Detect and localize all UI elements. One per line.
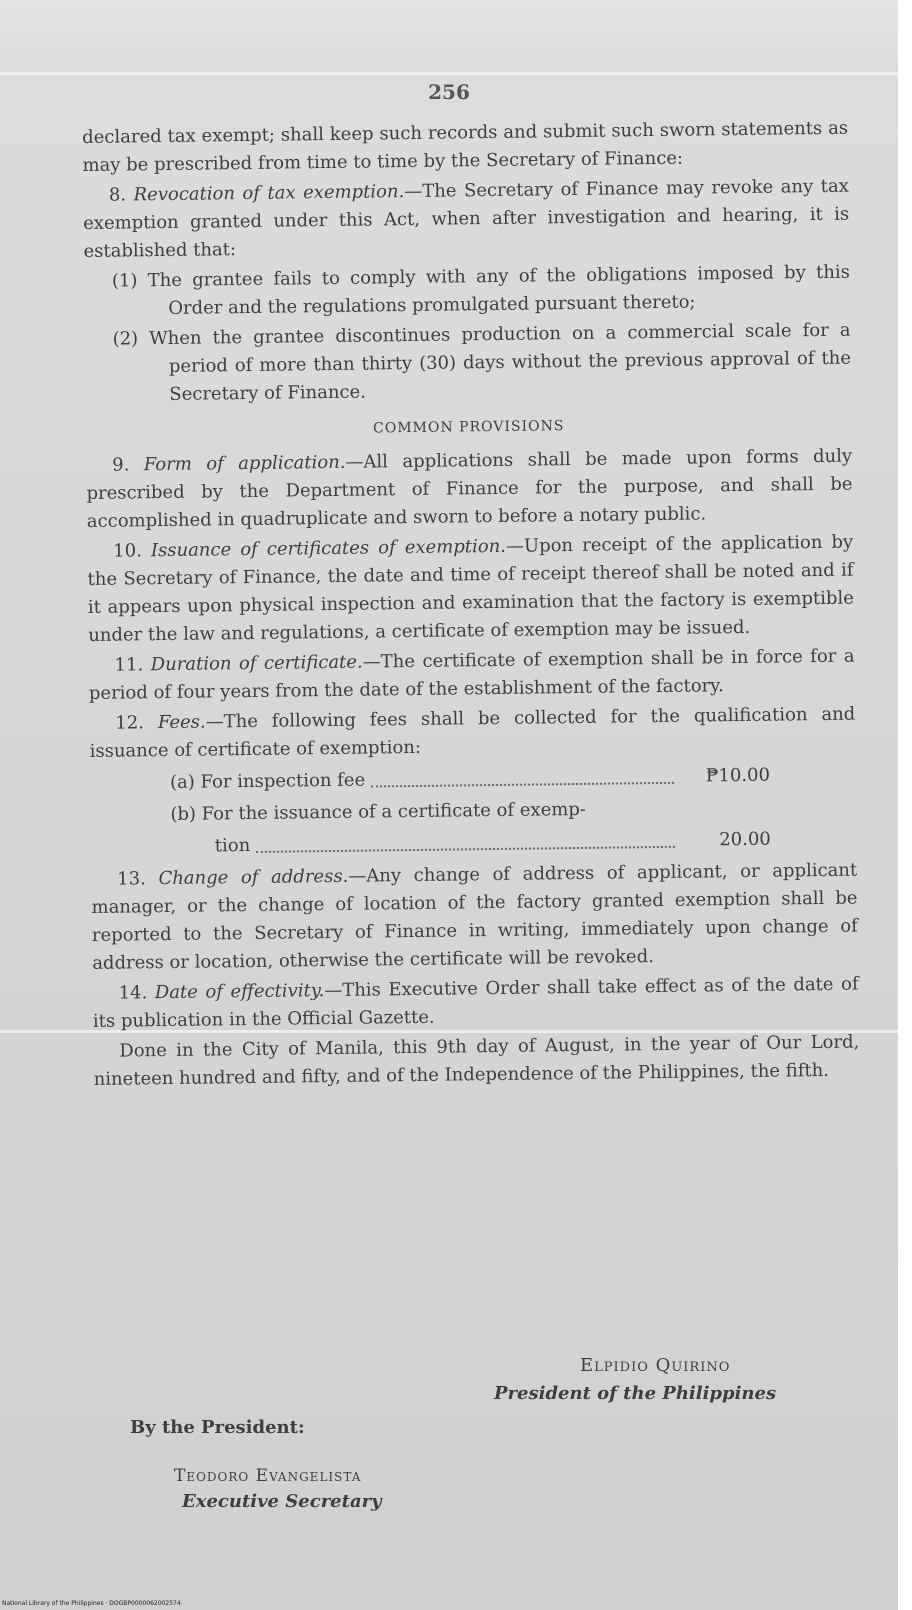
president-title: President of the Philippines (494, 1383, 777, 1404)
section-heading: Duration of certificate. (150, 651, 363, 676)
section-body: —The following fees shall be collected for the qualification and issuance of certificate of exemption: (89, 703, 856, 762)
continuation-paragraph: declared tax exempt; shall keep such records and submit such sworn statements as may be prescribed from time to time by the Secretary of Finance: (82, 117, 849, 176)
section-number: 8. (108, 184, 127, 206)
done-paragraph: Done in the City of Manila, this 9th day of August, in the year of Our Lord, nineteen hundred and fifty, and of the Independence of the Philippines, the fifth. (93, 1031, 860, 1090)
section-heading: Form of application. (143, 451, 346, 476)
section-heading: Revocation of tax exemption. (133, 181, 405, 206)
section-8-item-1: (1) The grantee fails to comply with any of the obligations imposed by this Order and the regulations promulgated pursuant thereto; (111, 261, 850, 319)
section-number: 11. (114, 654, 144, 676)
fee-amount: 20.00 (719, 828, 771, 851)
fee-row-certificate (171, 826, 771, 861)
scan-credit-footer: National Library of the Philippines · DOGBP0000062002574 (2, 1600, 181, 1607)
section-body: —All applications shall be made upon forms duly prescribed by the Department of Finance for the purpose, and shall be accomplished in quadruplicate and sworn to before a notary public. (86, 445, 853, 532)
section-body: —This Executive Order shall take effect as of the date of its publication in the Official Gazette. (92, 973, 859, 1032)
page-fold-line (0, 72, 898, 75)
section-body: —Any change of address of applicant, or applicant manager, or the change of location of the factory granted exemption shall be reported to the Secretary of Finance in writing, immediately upon change of address or location, otherwise the certificate will be revoked. (91, 859, 858, 974)
section-heading: Issuance of certificates of exemption. (150, 535, 507, 562)
section-12 (89, 701, 856, 766)
secretary-name: Teodoro Evangelista (174, 1466, 362, 1486)
section-number: 14. (118, 982, 148, 1004)
section-8-item-2: (2) When the grantee discontinues production on a commercial scale for a period of more than thirty (30) days without the previous approval of the Secretary of Finance. (112, 319, 852, 405)
section-14 (92, 971, 859, 1036)
document-body (82, 115, 860, 1096)
president-name: Elpidio Quirino (580, 1355, 731, 1376)
fee-row-inspection (170, 762, 770, 797)
section-number: 9. (112, 454, 130, 476)
section-heading: Date of effectivity. (154, 980, 325, 1004)
section-number: 12. (115, 712, 145, 734)
dot-leader (256, 846, 675, 853)
section-body: —The certificate of exemption shall be in force for a period of four years from the date of the establishment of the factory. (88, 645, 855, 704)
section-11 (88, 643, 855, 708)
section-9 (86, 443, 853, 536)
section-8 (83, 173, 850, 266)
scan-margin (898, 0, 912, 1610)
section-heading: Fees. (157, 711, 206, 734)
section-body: —Upon receipt of the application by the Secretary of Finance, the date and time of receipt thereof shall be noted and if it appears upon physical inspection and examination that the factory is exemptible under the law and regulations, a certificate of exemption may be issued. (87, 531, 854, 646)
common-provisions-heading: COMMON PROVISIONS (372, 418, 565, 437)
dot-leader (371, 782, 674, 788)
fee-amount: ₱10.00 (705, 764, 771, 787)
fee-row-certificate-line-1: (b) For the issuance of a certificate of exemp- (170, 798, 587, 825)
section-body: —The Secretary of Finance may revoke any tax exemption granted under this Act, when after investigation and hearing, it is established that: (83, 175, 850, 262)
by-the-president: By the President: (130, 1417, 305, 1438)
secretary-title: Executive Secretary (182, 1491, 382, 1512)
section-heading: Change of address. (158, 865, 349, 890)
section-number: 10. (113, 540, 142, 562)
fee-label: (a) For inspection fee (169, 769, 366, 793)
fee-label: tion (214, 834, 251, 857)
section-13 (91, 857, 858, 978)
section-10 (87, 529, 854, 650)
section-number: 13. (117, 868, 146, 890)
page-number: 256 (428, 80, 470, 104)
